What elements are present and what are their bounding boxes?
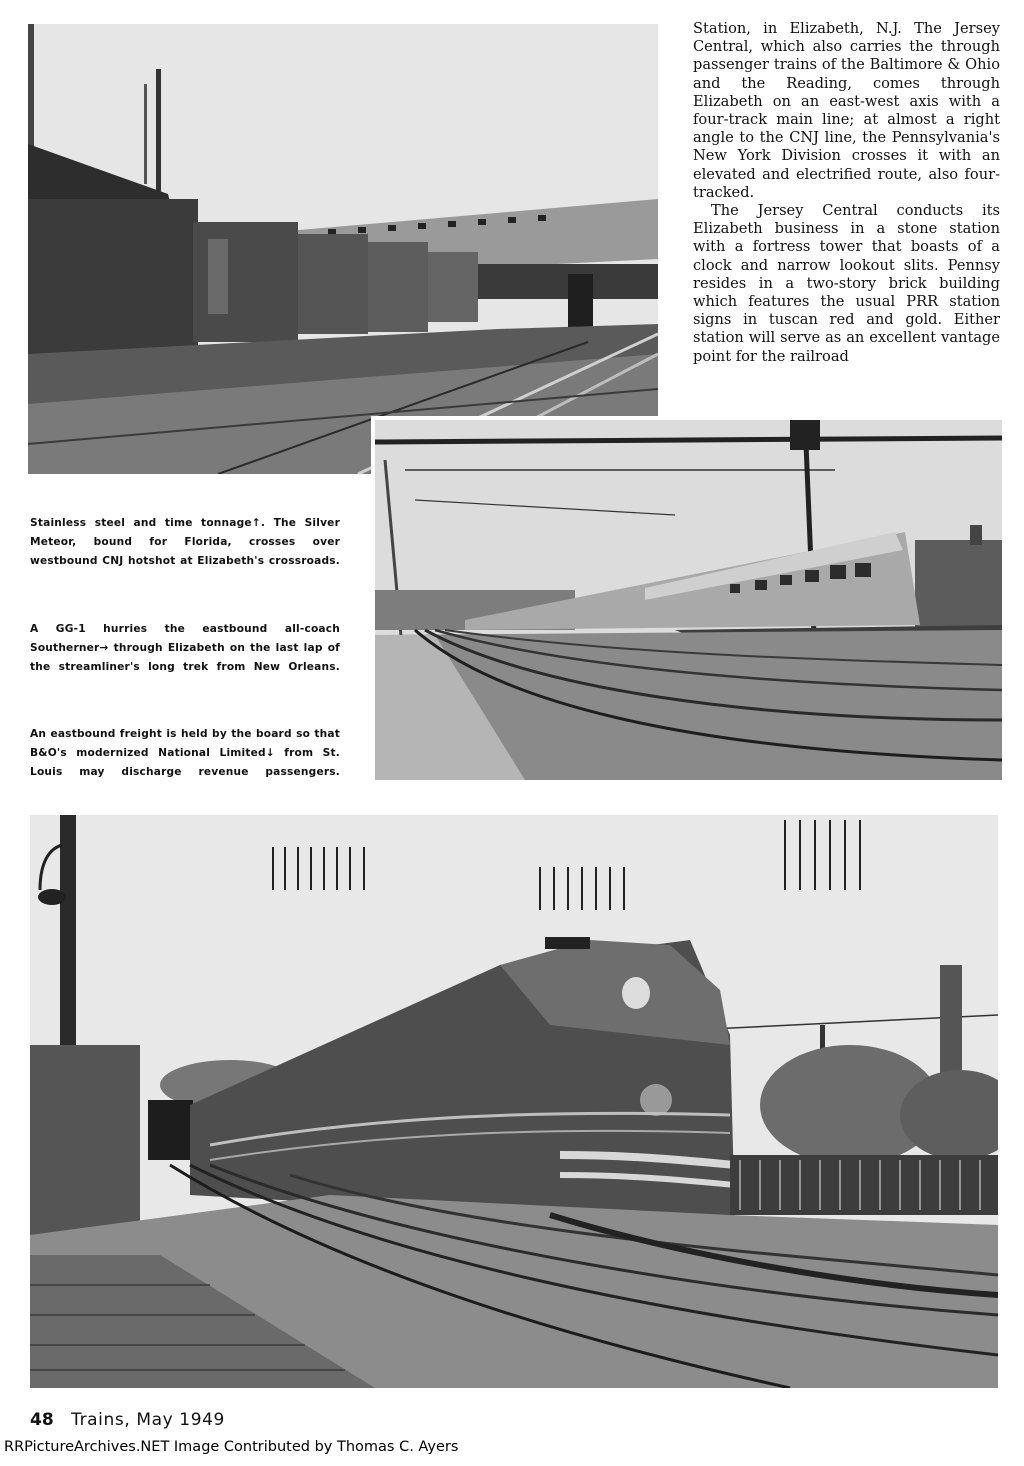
page-number: 48 bbox=[30, 1410, 54, 1430]
photo-southerner-gg1 bbox=[371, 416, 1002, 780]
image-credit: RRPictureArchives.NET Image Contributed by Thomas C. Ayers bbox=[4, 1439, 459, 1455]
article-paragraph-2: The Jersey Central conducts its Elizabeth business in a stone station with a fortress tower that boasts of a clock and narrow lookout slits. Pennsy resides in a two-story brick building which features the usual PRR station signs in tuscan red and gold. Either station will serve as an excellent vantage point for the railroad bbox=[693, 202, 1000, 365]
caption-national-limited: An eastbound freight is held by the board so that B&O's modernized National Limited↓ from St. Louis may discharge revenue passengers. bbox=[30, 728, 340, 778]
photo-silver-meteor-overpass bbox=[28, 24, 658, 474]
photo-national-limited bbox=[30, 815, 998, 1388]
article-paragraph-1: Station, in Elizabeth, N.J. The Jersey Central, which also carries the through passenger trains of the Baltimore & Ohio and the Reading, comes through Elizabeth on an east-west axis with a four-track main line; at almost a right angle to the CNJ line, the Pennsylvania's New York Division crosses it with an elevated and electrified route, also four-tracked. bbox=[693, 20, 1000, 201]
magazine-issue: Trains, May 1949 bbox=[71, 1410, 225, 1430]
caption-southerner: A GG-1 hurries the eastbound all-coach Southerner→ through Elizabeth on the last lap of the streamliner's long trek from New Orleans. bbox=[30, 623, 340, 673]
page-folio bbox=[30, 1410, 225, 1430]
caption-silver-meteor: Stainless steel and time tonnage↑. The Silver Meteor, bound for Florida, crosses over westbound CNJ hotshot at Elizabeth's crossroads. bbox=[30, 517, 340, 567]
article-text-column bbox=[693, 20, 1000, 366]
